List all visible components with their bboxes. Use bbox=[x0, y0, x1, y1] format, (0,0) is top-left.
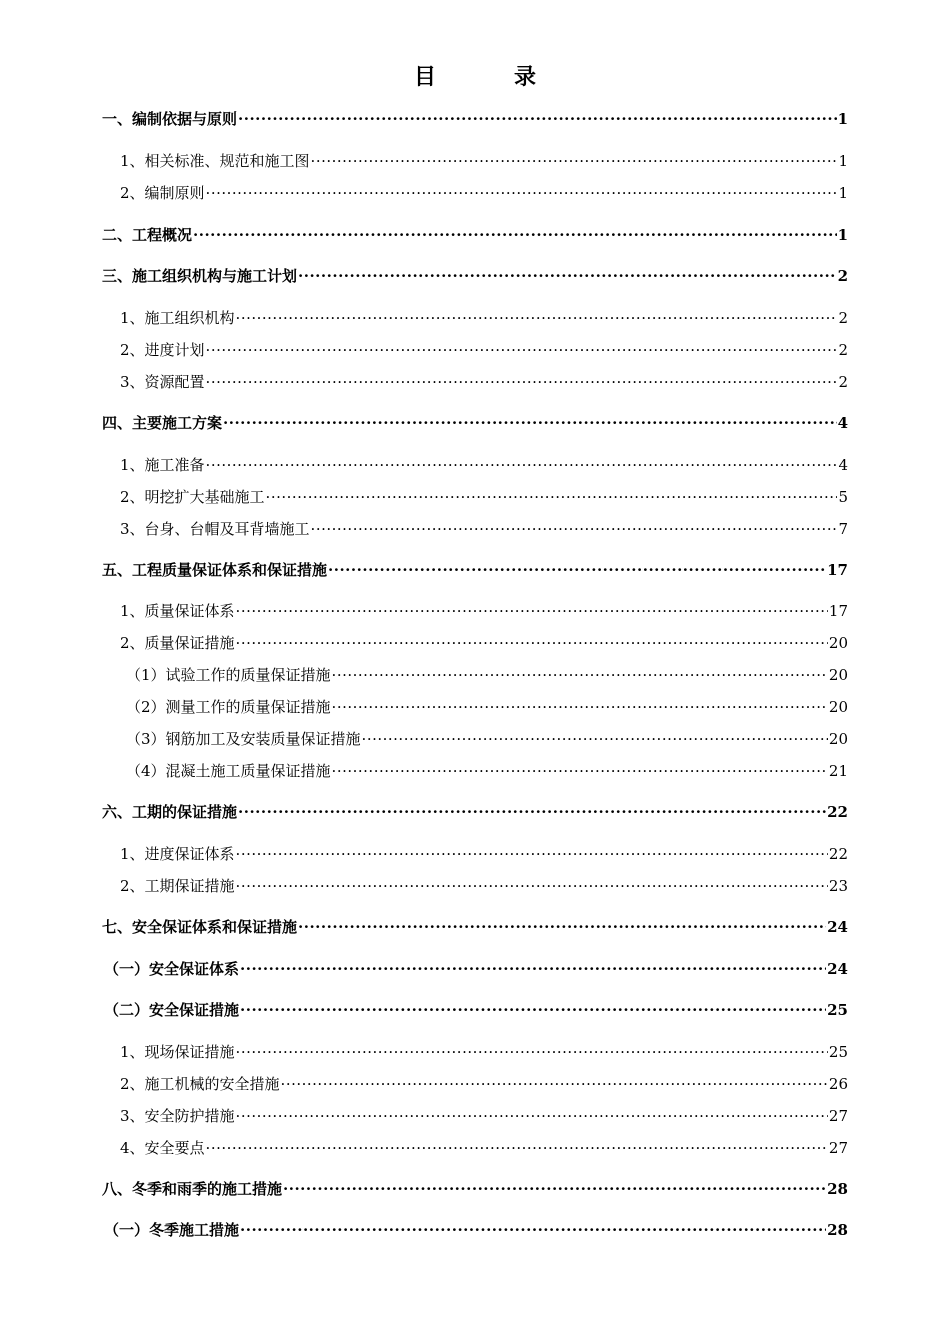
toc-leader-dots bbox=[206, 1139, 828, 1157]
toc-entry-title: 1、进度保证体系 bbox=[120, 845, 235, 863]
toc-entry[interactable] bbox=[120, 371, 848, 392]
toc-entry-title: （一）冬季施工措施 bbox=[104, 1221, 240, 1239]
toc-entry-title: 1、施工准备 bbox=[120, 456, 205, 474]
toc-entry[interactable] bbox=[120, 454, 848, 475]
toc-entry[interactable] bbox=[120, 1041, 848, 1062]
toc-leader-dots bbox=[281, 1075, 828, 1093]
toc-entry-title: 二、工程概况 bbox=[102, 226, 193, 244]
toc-leader-dots bbox=[266, 488, 838, 506]
toc-page-number: 4 bbox=[837, 414, 848, 432]
toc-leader-dots bbox=[236, 845, 828, 863]
toc-leader-dots bbox=[283, 1180, 826, 1198]
toc-page-number: 28 bbox=[827, 1180, 848, 1198]
toc-leader-dots bbox=[223, 414, 837, 432]
toc-entry-title: 1、质量保证体系 bbox=[120, 602, 235, 620]
toc-leader-dots bbox=[332, 666, 828, 684]
toc-entry[interactable] bbox=[120, 150, 848, 171]
toc-entry-title: 3、安全防护措施 bbox=[120, 1107, 235, 1125]
toc-entry-title: 2、进度计划 bbox=[120, 341, 205, 359]
toc-entry[interactable] bbox=[126, 728, 848, 749]
toc-page-number: 17 bbox=[827, 561, 848, 579]
toc-entry-title: 1、相关标准、规范和施工图 bbox=[120, 152, 310, 170]
toc-leader-dots bbox=[332, 762, 828, 780]
toc-entry[interactable] bbox=[120, 486, 848, 507]
toc-entry-title: （1）试验工作的质量保证措施 bbox=[126, 666, 331, 684]
toc-page-number: 23 bbox=[828, 877, 848, 895]
toc-leader-dots bbox=[236, 634, 828, 652]
toc-entry[interactable] bbox=[120, 307, 848, 328]
toc-leader-dots bbox=[332, 698, 828, 716]
toc-entry-title: 六、工期的保证措施 bbox=[102, 803, 238, 821]
toc-entry-title: （二）安全保证措施 bbox=[104, 1001, 240, 1019]
toc-leader-dots bbox=[362, 730, 828, 748]
toc-page-number: 2 bbox=[837, 267, 848, 285]
toc-page-number: 21 bbox=[828, 762, 848, 780]
toc-leader-dots bbox=[236, 1107, 828, 1125]
toc-entry-title: 2、质量保证措施 bbox=[120, 634, 235, 652]
toc-entry-title: 2、编制原则 bbox=[120, 184, 205, 202]
toc-entry-title: 一、编制依据与原则 bbox=[102, 110, 238, 128]
toc-leader-dots bbox=[236, 877, 828, 895]
toc-leader-dots bbox=[236, 1043, 828, 1061]
toc-entry[interactable] bbox=[102, 265, 848, 286]
toc-leader-dots bbox=[298, 267, 837, 285]
toc-page-number: 24 bbox=[827, 918, 848, 936]
toc-entry-title: 2、施工机械的安全措施 bbox=[120, 1075, 280, 1093]
toc-entry-title: 七、安全保证体系和保证措施 bbox=[102, 918, 298, 936]
toc-page-number: 1 bbox=[838, 184, 848, 202]
toc-entry[interactable] bbox=[120, 1137, 848, 1158]
toc-entry[interactable] bbox=[126, 696, 848, 717]
toc-entry[interactable] bbox=[102, 108, 848, 129]
toc-entry[interactable] bbox=[126, 664, 848, 685]
toc-entry[interactable] bbox=[126, 760, 848, 781]
toc-leader-dots bbox=[193, 226, 837, 244]
toc-page-number: 7 bbox=[838, 520, 848, 538]
toc-leader-dots bbox=[238, 110, 837, 128]
toc-entry[interactable] bbox=[120, 518, 848, 539]
toc-entry-title: （2）测量工作的质量保证措施 bbox=[126, 698, 331, 716]
toc-entry-title: 3、资源配置 bbox=[120, 373, 205, 391]
toc-entry[interactable] bbox=[102, 916, 848, 937]
toc-page-number: 1 bbox=[837, 110, 848, 128]
toc-entry[interactable] bbox=[120, 1105, 848, 1126]
toc-entry[interactable] bbox=[120, 182, 848, 203]
toc-entry-title: （3）钢筋加工及安装质量保证措施 bbox=[126, 730, 361, 748]
toc-leader-dots bbox=[328, 561, 826, 579]
toc-page-number: 1 bbox=[838, 152, 848, 170]
toc-entry[interactable] bbox=[120, 600, 848, 621]
toc-entry[interactable] bbox=[120, 632, 848, 653]
toc-page-number: 22 bbox=[827, 803, 848, 821]
page-title: 目 录 bbox=[413, 64, 564, 90]
toc-page-number: 4 bbox=[838, 456, 848, 474]
toc-entry[interactable] bbox=[104, 1219, 848, 1240]
toc-leader-dots bbox=[236, 602, 828, 620]
toc-entry-title: 三、施工组织机构与施工计划 bbox=[102, 267, 298, 285]
toc-leader-dots bbox=[206, 373, 838, 391]
toc-entry[interactable] bbox=[120, 1073, 848, 1094]
toc-entry[interactable] bbox=[104, 958, 848, 979]
toc-page-number: 25 bbox=[827, 1001, 848, 1019]
toc-entry-title: 八、冬季和雨季的施工措施 bbox=[102, 1180, 283, 1198]
toc-entry-title: 1、现场保证措施 bbox=[120, 1043, 235, 1061]
toc-leader-dots bbox=[240, 1001, 826, 1019]
toc-leader-dots bbox=[206, 184, 838, 202]
toc-leader-dots bbox=[238, 803, 826, 821]
toc-entry[interactable] bbox=[120, 875, 848, 896]
toc-page-number: 5 bbox=[838, 488, 848, 506]
toc-page-number: 27 bbox=[828, 1107, 848, 1125]
toc-leader-dots bbox=[311, 152, 838, 170]
toc-page-number: 2 bbox=[838, 373, 848, 391]
toc-entry-title: （一）安全保证体系 bbox=[104, 960, 240, 978]
toc-page-number: 17 bbox=[828, 602, 848, 620]
toc-leader-dots bbox=[240, 960, 826, 978]
toc-entry-title: 2、工期保证措施 bbox=[120, 877, 235, 895]
toc-leader-dots bbox=[206, 341, 838, 359]
toc-page-number: 28 bbox=[827, 1221, 848, 1239]
toc-entry[interactable] bbox=[102, 559, 848, 580]
toc-entry-title: 四、主要施工方案 bbox=[102, 414, 223, 432]
toc-page-number: 26 bbox=[828, 1075, 848, 1093]
toc-page-number: 22 bbox=[828, 845, 848, 863]
toc-entry[interactable] bbox=[102, 224, 848, 245]
toc-leader-dots bbox=[236, 309, 838, 327]
toc-entry-title: （4）混凝土施工质量保证措施 bbox=[126, 762, 331, 780]
toc-entry-title: 4、安全要点 bbox=[120, 1139, 205, 1157]
toc-page-number: 24 bbox=[827, 960, 848, 978]
toc-page-number: 25 bbox=[828, 1043, 848, 1061]
toc-entry-title: 3、台身、台帽及耳背墙施工 bbox=[120, 520, 310, 538]
toc-page-number: 20 bbox=[828, 666, 848, 684]
toc-entry-title: 2、明挖扩大基础施工 bbox=[120, 488, 265, 506]
toc-entry[interactable] bbox=[120, 843, 848, 864]
toc-leader-dots bbox=[298, 918, 826, 936]
toc-entry-title: 五、工程质量保证体系和保证措施 bbox=[102, 561, 328, 579]
toc-entry[interactable] bbox=[102, 412, 848, 433]
toc-page-number: 2 bbox=[838, 341, 848, 359]
toc-entry[interactable] bbox=[102, 1178, 848, 1199]
toc-page-number: 20 bbox=[828, 698, 848, 716]
toc-leader-dots bbox=[240, 1221, 826, 1239]
toc-entry[interactable] bbox=[120, 339, 848, 360]
toc-page-number: 20 bbox=[828, 730, 848, 748]
toc-page-number: 27 bbox=[828, 1139, 848, 1157]
toc-leader-dots bbox=[311, 520, 838, 538]
toc-leader-dots bbox=[206, 456, 838, 474]
toc-page-number: 1 bbox=[837, 226, 848, 244]
toc-page-number: 20 bbox=[828, 634, 848, 652]
toc-entry[interactable] bbox=[104, 999, 848, 1020]
toc-page-number: 2 bbox=[838, 309, 848, 327]
toc-entry[interactable] bbox=[102, 801, 848, 822]
toc-entry-title: 1、施工组织机构 bbox=[120, 309, 235, 327]
